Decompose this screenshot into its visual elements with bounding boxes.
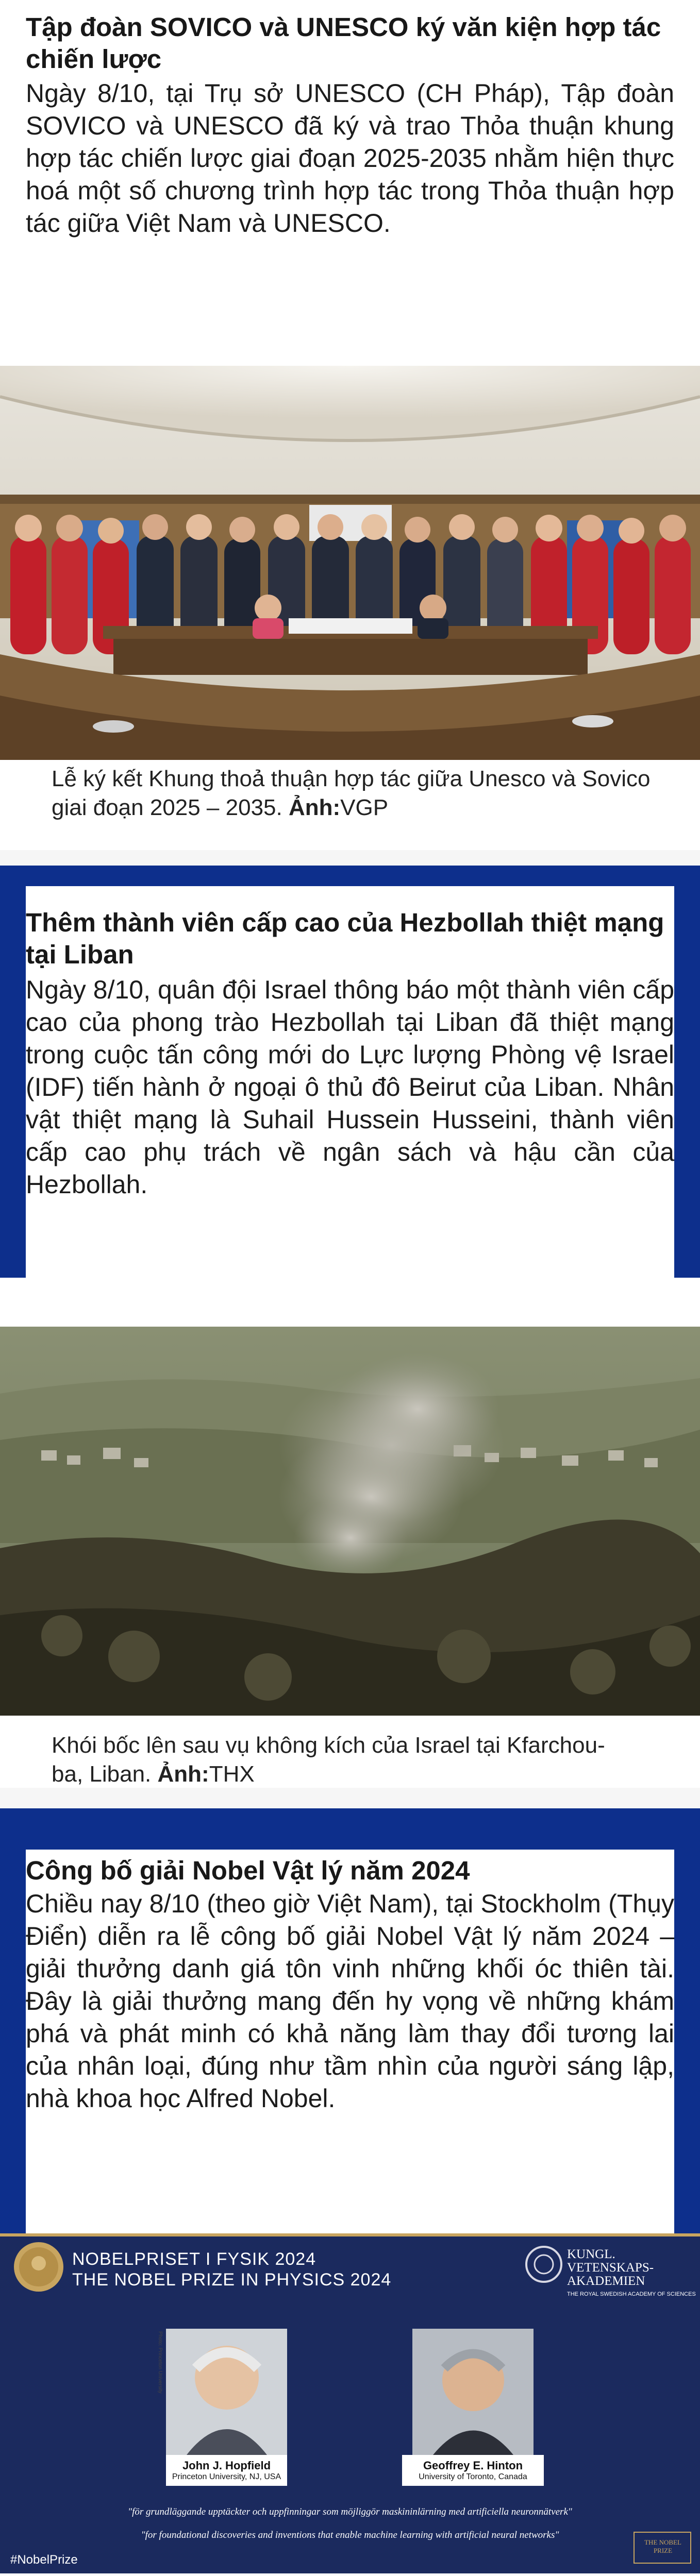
caption-line-2-wrap	[52, 1760, 670, 1789]
caption-line-2: ba, Liban.	[52, 1761, 152, 1787]
nobel-header-sv: NOBELPRISET I FYSIK 2024	[72, 2249, 316, 2269]
photo-caption	[52, 765, 670, 822]
left-accent-stripe	[0, 1850, 26, 2233]
signing-ceremony-photo	[0, 366, 700, 760]
laureate-hinton	[402, 2455, 544, 2486]
nobel-header	[72, 2249, 391, 2290]
article-body: Ngày 8/10, quân đội Israel thông báo một thành viên cấp cao của phong trào Hezbollah tại Liban đã thiệt mạng trong cuộc tấn công mới do Lực lượng Phòng vệ Israel (IDF) tiến hành ở ngoại ô thủ đô Beirut của Liban. Nhân vật thiệt mạng là Suhail Hussein Husseini, thành viên cấp cao phụ trách về ngân sách và hậu cần của Hezbollah.	[26, 975, 674, 1199]
section-divider	[0, 850, 700, 866]
article-text-panel	[26, 907, 674, 1273]
article-body: Ngày 8/10, tại Trụ sở UNESCO (CH Pháp), Tập đoàn SOVICO và UNESCO đã ký và trao Thỏa thuận khung hợp tác chiến lược giai đoạn 2025-2035 nhằm hiện thực hoá một số chương trình hợp tác trong Thỏa thuận hợp tác giữa Việt Nam và UNESCO.	[26, 79, 674, 238]
laureate-affiliation: University of Toronto, Canada	[419, 2472, 527, 2481]
academy-logo-text	[567, 2248, 696, 2298]
nobel-hashtag: #NobelPrize	[10, 2553, 78, 2567]
photo-credit: THX	[209, 1761, 255, 1787]
article-text-panel	[26, 1850, 674, 2233]
section-divider-bar	[0, 866, 700, 886]
article-title: Tập đoàn SOVICO và UNESCO ký văn kiện hợp tác chiến lược	[26, 12, 661, 74]
left-accent-stripe	[0, 886, 26, 1278]
nobel-header-en: THE NOBEL PRIZE IN PHYSICS 2024	[72, 2270, 392, 2290]
academy-line-1: KUNGL.	[567, 2247, 615, 2261]
laureate-name: Geoffrey E. Hinton	[423, 2459, 523, 2472]
academy-line-2: VETENSKAPS-	[567, 2261, 654, 2275]
article-body: Chiều nay 8/10 (theo giờ Việt Nam), tại Stockholm (Thụy Điển) diễn ra lễ công bố giải Nobel Vật lý năm 2024 – giải thưởng danh giá tôn vinh những khối óc thiên tài. Đây là giải thưởng mang đến hy vọng về những khám phá và phát minh có khả năng làm thay đổi tương lai của nhân loại, đúng như tầm nhìn của người sáng lập, nhà khoa học Alfred Nobel.	[26, 1889, 674, 2113]
nobel-corner-mark: THE NOBEL PRIZE	[644, 2538, 681, 2554]
photo-credit-label: Ảnh:	[157, 1761, 209, 1787]
article-title: Công bố giải Nobel Vật lý năm 2024	[26, 1856, 470, 1885]
article-sovico-unesco	[0, 0, 700, 886]
caption-text: Lễ ký kết Khung thoả thuận hợp tác giữa Unesco và Sovico giai đoạn 2025 – 2035.	[52, 766, 651, 820]
nobel-announcement-graphic	[0, 2233, 700, 2573]
article-title: Thêm thành viên cấp cao của Hezbollah thiệt mạng tại Liban	[26, 908, 664, 969]
article-text-panel	[26, 11, 674, 358]
caption-line-1: Khói bốc lên sau vụ không kích của Israel tại Kfarchou-	[52, 1733, 605, 1758]
section-divider	[0, 1788, 700, 1808]
article-hezbollah	[0, 886, 700, 1850]
photo-credit: VGP	[340, 795, 389, 820]
photo-caption	[52, 1731, 670, 1789]
citation-english: "for foundational discoveries and inventions that enable machine learning with artificial neural networks"	[141, 2530, 559, 2540]
laureate-name: John J. Hopfield	[182, 2459, 271, 2472]
right-accent-stripe	[674, 1850, 700, 2233]
academy-line-4: THE ROYAL SWEDISH ACADEMY OF SCIENCES	[567, 2291, 696, 2297]
academy-line-3: AKADEMIEN	[567, 2274, 645, 2288]
laureate-hopfield	[166, 2455, 287, 2486]
right-accent-stripe	[674, 886, 700, 1278]
section-divider-bar	[0, 1808, 700, 1850]
laureate-affiliation: Princeton University, NJ, USA	[172, 2472, 281, 2481]
citation-swedish: "för grundläggande upptäckter och uppfinningar som möjliggör maskininlärning med artificiella neuronnätverk"	[128, 2506, 572, 2517]
article-nobel-physics	[0, 1850, 700, 2576]
photo-label: Photo: Princeton University	[157, 2331, 163, 2394]
photo-credit-label: Ảnh:	[288, 795, 341, 820]
airstrike-smoke-photo	[0, 1327, 700, 1716]
